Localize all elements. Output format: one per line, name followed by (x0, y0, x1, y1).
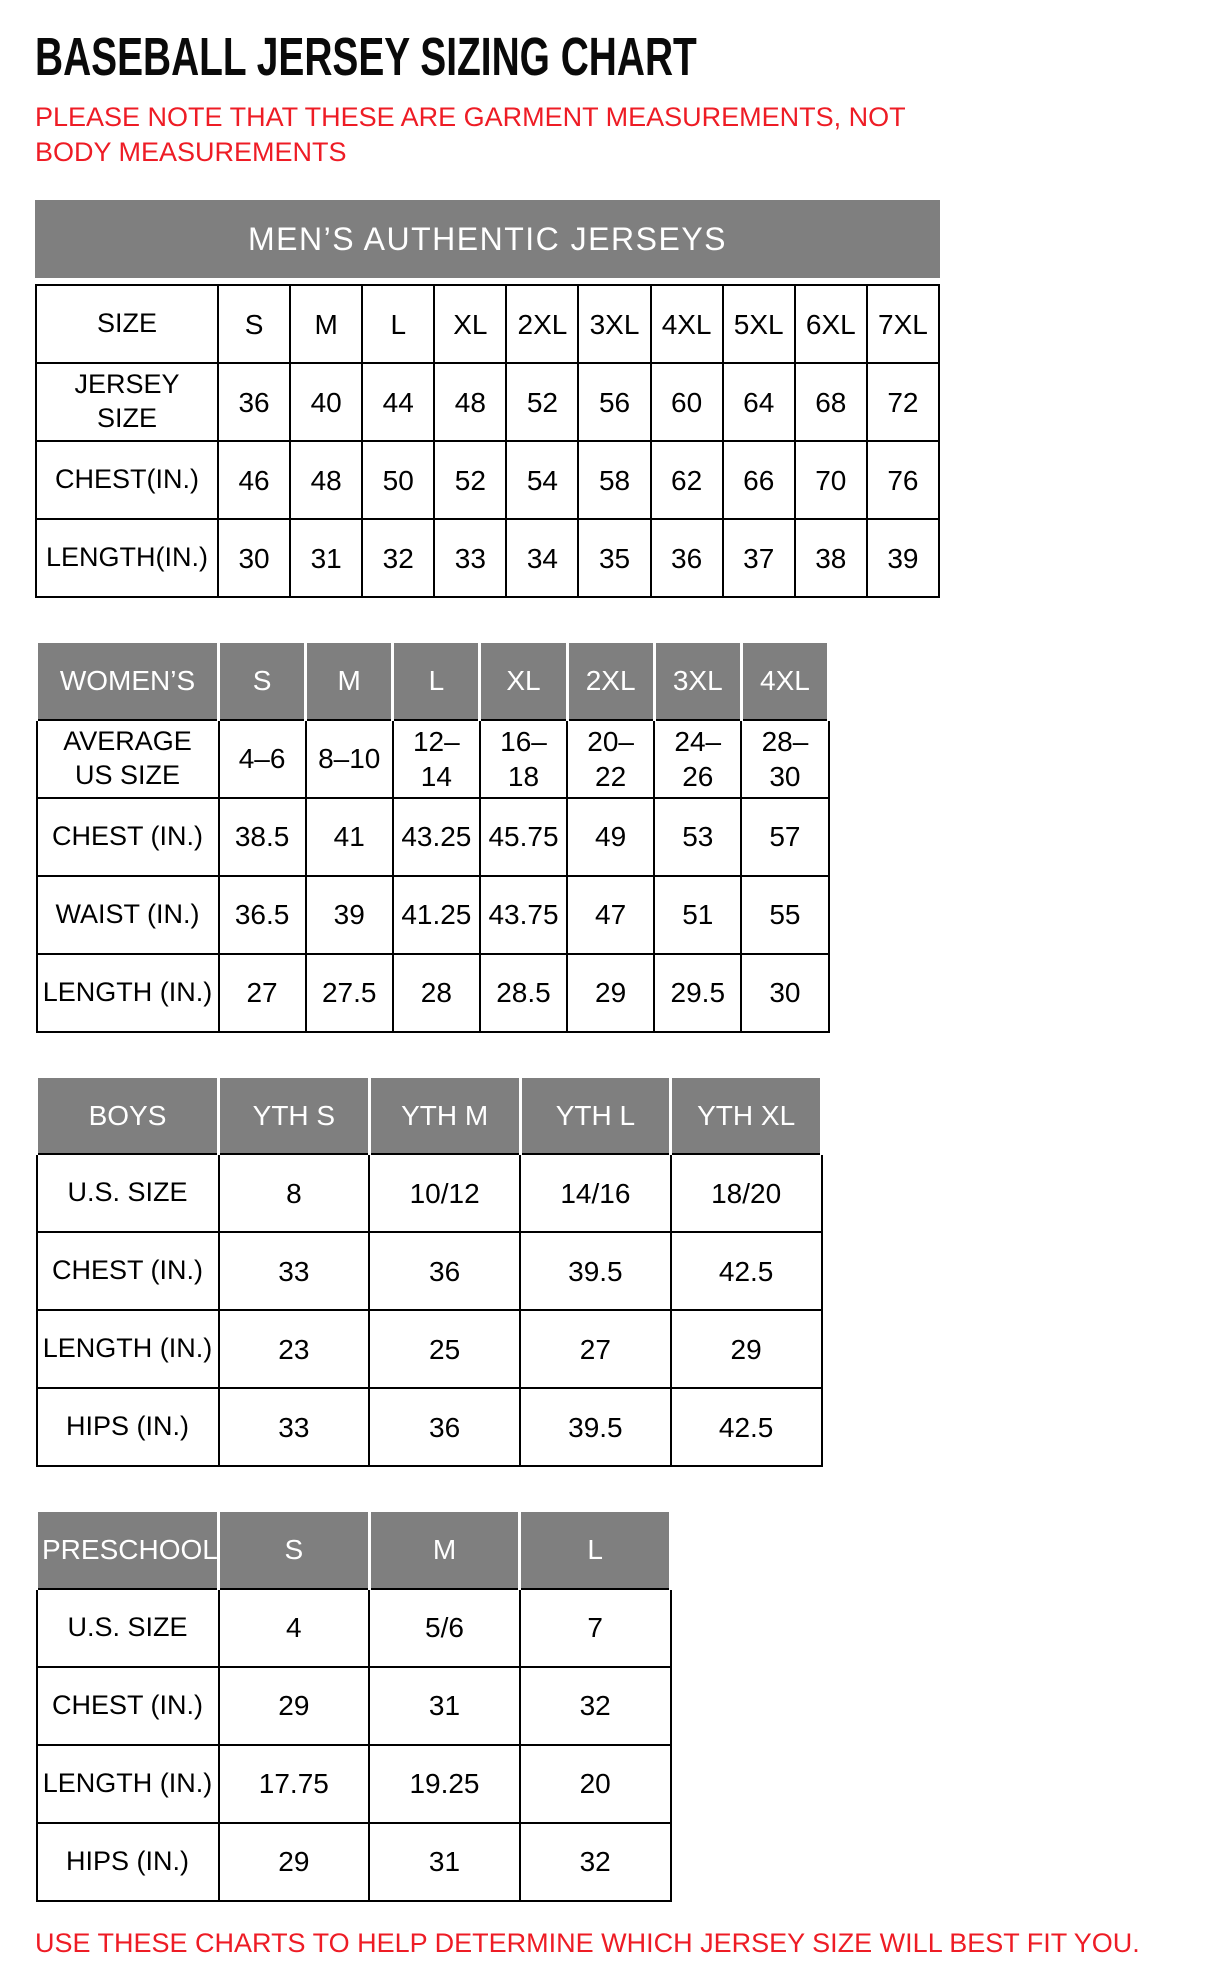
table-header-cell: 2XL (567, 642, 654, 720)
table-header-row (37, 1076, 822, 1154)
table-cell: 66 (723, 441, 795, 519)
table-cell: 54 (506, 441, 578, 519)
table-cell: 8 (219, 1154, 370, 1232)
row-label: WAIST (IN.) (37, 876, 219, 954)
table-row (37, 876, 829, 954)
table-cell: 33 (219, 1388, 370, 1466)
table-header-label: BOYS (37, 1076, 219, 1154)
table-row (37, 1154, 822, 1232)
table-row (36, 519, 939, 597)
table-cell: 2XL (506, 285, 578, 363)
table-cell: 29 (219, 1667, 370, 1745)
table-row (36, 441, 939, 519)
boys-jerseys-table (35, 1075, 823, 1468)
table-cell: 50 (362, 441, 434, 519)
table-cell: 48 (290, 441, 362, 519)
table-cell: 49 (567, 798, 654, 876)
table-cell: 27 (219, 954, 306, 1032)
table-cell: 12–14 (393, 720, 480, 798)
row-label: LENGTH (IN.) (37, 1310, 219, 1388)
table-cell: 36 (651, 519, 723, 597)
table-cell: 20–22 (567, 720, 654, 798)
table-header-cell: M (306, 642, 393, 720)
table-cell: 20 (520, 1745, 671, 1823)
table-row (37, 1232, 822, 1310)
table-cell: 72 (867, 363, 939, 441)
table-cell: 39.5 (520, 1232, 671, 1310)
table-cell: 28.5 (480, 954, 567, 1032)
table-cell: 10/12 (369, 1154, 520, 1232)
mens-table-title: MEN’S AUTHENTIC JERSEYS (247, 220, 727, 257)
table-cell: 28 (393, 954, 480, 1032)
row-label: CHEST(IN.) (36, 441, 218, 519)
table-cell: 42.5 (671, 1232, 822, 1310)
table-header-cell: 4XL (741, 642, 828, 720)
table-cell: 17.75 (219, 1745, 370, 1823)
table-header-cell: 3XL (654, 642, 741, 720)
table-cell: 29 (219, 1823, 370, 1901)
table-cell: 4–6 (219, 720, 306, 798)
row-label: LENGTH (IN.) (37, 1745, 219, 1823)
row-label: AVERAGE US SIZE (37, 720, 219, 798)
table-header-cell: S (219, 1511, 370, 1589)
table-cell: 55 (741, 876, 828, 954)
table-cell: 38.5 (219, 798, 306, 876)
table-header-cell: YTH XL (671, 1076, 822, 1154)
table-cell: 53 (654, 798, 741, 876)
row-label: JERSEY SIZE (36, 363, 218, 441)
table-cell: 6XL (795, 285, 867, 363)
table-header-cell: S (219, 642, 306, 720)
table-cell: L (362, 285, 434, 363)
table-cell: 31 (290, 519, 362, 597)
garment-measurement-note: PLEASE NOTE THAT THESE ARE GARMENT MEASUREMENTS, NOT BODY MEASUREMENTS (35, 102, 906, 168)
table-cell: 27 (520, 1310, 671, 1388)
table-cell: 41.25 (393, 876, 480, 954)
row-label: U.S. SIZE (37, 1154, 219, 1232)
table-cell: 5XL (723, 285, 795, 363)
table-cell: 68 (795, 363, 867, 441)
womens-jerseys-table (35, 640, 830, 1033)
table-cell: 18/20 (671, 1154, 822, 1232)
mens-jerseys-table (35, 284, 940, 598)
table-cell: 41 (306, 798, 393, 876)
table-header-row (37, 1511, 671, 1589)
table-cell: 46 (218, 441, 290, 519)
table-cell: 37 (723, 519, 795, 597)
table-cell: 14/16 (520, 1154, 671, 1232)
row-label: LENGTH(IN.) (36, 519, 218, 597)
table-cell: 33 (434, 519, 506, 597)
table-header-cell: YTH M (369, 1076, 520, 1154)
table-cell: 36 (369, 1388, 520, 1466)
table-cell: 23 (219, 1310, 370, 1388)
table-cell: 47 (567, 876, 654, 954)
table-row (37, 1310, 822, 1388)
table-cell: 57 (741, 798, 828, 876)
table-cell: 16–18 (480, 720, 567, 798)
footer-note: USE THESE CHARTS TO HELP DETERMINE WHICH JERSEY SIZE WILL BEST FIT YOU. (35, 1927, 1140, 1958)
table-cell: 52 (506, 363, 578, 441)
table-cell: 62 (651, 441, 723, 519)
table-cell: 43.75 (480, 876, 567, 954)
table-header-cell: YTH S (219, 1076, 370, 1154)
table-cell: 33 (219, 1232, 370, 1310)
table-cell: 30 (741, 954, 828, 1032)
table-cell: M (290, 285, 362, 363)
table-row (36, 285, 939, 363)
table-header-cell: YTH L (520, 1076, 671, 1154)
table-cell: 29 (671, 1310, 822, 1388)
table-row (37, 798, 829, 876)
table-cell: 25 (369, 1310, 520, 1388)
table-cell: 36 (369, 1232, 520, 1310)
table-row (37, 720, 829, 798)
table-row (37, 1823, 671, 1901)
table-row (37, 1667, 671, 1745)
table-cell: 5/6 (369, 1589, 520, 1667)
table-cell: 36 (218, 363, 290, 441)
table-cell: 32 (362, 519, 434, 597)
table-cell: 36.5 (219, 876, 306, 954)
table-header-cell: L (520, 1511, 671, 1589)
table-cell: 64 (723, 363, 795, 441)
table-header-cell: M (369, 1511, 520, 1589)
row-label: U.S. SIZE (37, 1589, 219, 1667)
row-label: HIPS (IN.) (37, 1388, 219, 1466)
table-cell: 28–30 (741, 720, 828, 798)
table-cell: 7XL (867, 285, 939, 363)
table-cell: 51 (654, 876, 741, 954)
table-cell: S (218, 285, 290, 363)
table-cell: 4 (219, 1589, 370, 1667)
table-cell: 27.5 (306, 954, 393, 1032)
table-cell: 19.25 (369, 1745, 520, 1823)
table-cell: 4XL (651, 285, 723, 363)
table-cell: 40 (290, 363, 362, 441)
table-row (37, 954, 829, 1032)
table-cell: 43.25 (393, 798, 480, 876)
table-cell: 42.5 (671, 1388, 822, 1466)
table-cell: 56 (578, 363, 650, 441)
table-cell: 58 (578, 441, 650, 519)
table-cell: 52 (434, 441, 506, 519)
row-label: SIZE (36, 285, 218, 363)
row-label: LENGTH (IN.) (37, 954, 219, 1032)
table-header-cell: L (393, 642, 480, 720)
table-header-label: PRESCHOOL (37, 1511, 219, 1589)
table-cell: XL (434, 285, 506, 363)
mens-table-title-bar (35, 200, 940, 278)
table-cell: 60 (651, 363, 723, 441)
table-cell: 31 (369, 1667, 520, 1745)
table-row (37, 1589, 671, 1667)
table-row (37, 1745, 671, 1823)
table-cell: 38 (795, 519, 867, 597)
table-cell: 32 (520, 1823, 671, 1901)
table-header-cell: XL (480, 642, 567, 720)
table-cell: 3XL (578, 285, 650, 363)
table-cell: 29 (567, 954, 654, 1032)
row-label: CHEST (IN.) (37, 1232, 219, 1310)
table-cell: 76 (867, 441, 939, 519)
table-cell: 7 (520, 1589, 671, 1667)
table-cell: 8–10 (306, 720, 393, 798)
table-cell: 39 (306, 876, 393, 954)
table-cell: 39 (867, 519, 939, 597)
table-cell: 24–26 (654, 720, 741, 798)
preschool-jerseys-table (35, 1509, 672, 1902)
table-cell: 35 (578, 519, 650, 597)
table-cell: 31 (369, 1823, 520, 1901)
row-label: CHEST (IN.) (37, 1667, 219, 1745)
table-cell: 48 (434, 363, 506, 441)
table-cell: 70 (795, 441, 867, 519)
table-cell: 45.75 (480, 798, 567, 876)
table-header-row (37, 642, 829, 720)
page-title: BASEBALL JERSEY SIZING CHART (35, 27, 697, 87)
table-cell: 34 (506, 519, 578, 597)
table-cell: 39.5 (520, 1388, 671, 1466)
table-row (36, 363, 939, 441)
row-label: CHEST (IN.) (37, 798, 219, 876)
row-label: HIPS (IN.) (37, 1823, 219, 1901)
table-cell: 44 (362, 363, 434, 441)
table-cell: 29.5 (654, 954, 741, 1032)
table-header-label: WOMEN’S (37, 642, 219, 720)
table-row (37, 1388, 822, 1466)
table-cell: 32 (520, 1667, 671, 1745)
table-cell: 30 (218, 519, 290, 597)
